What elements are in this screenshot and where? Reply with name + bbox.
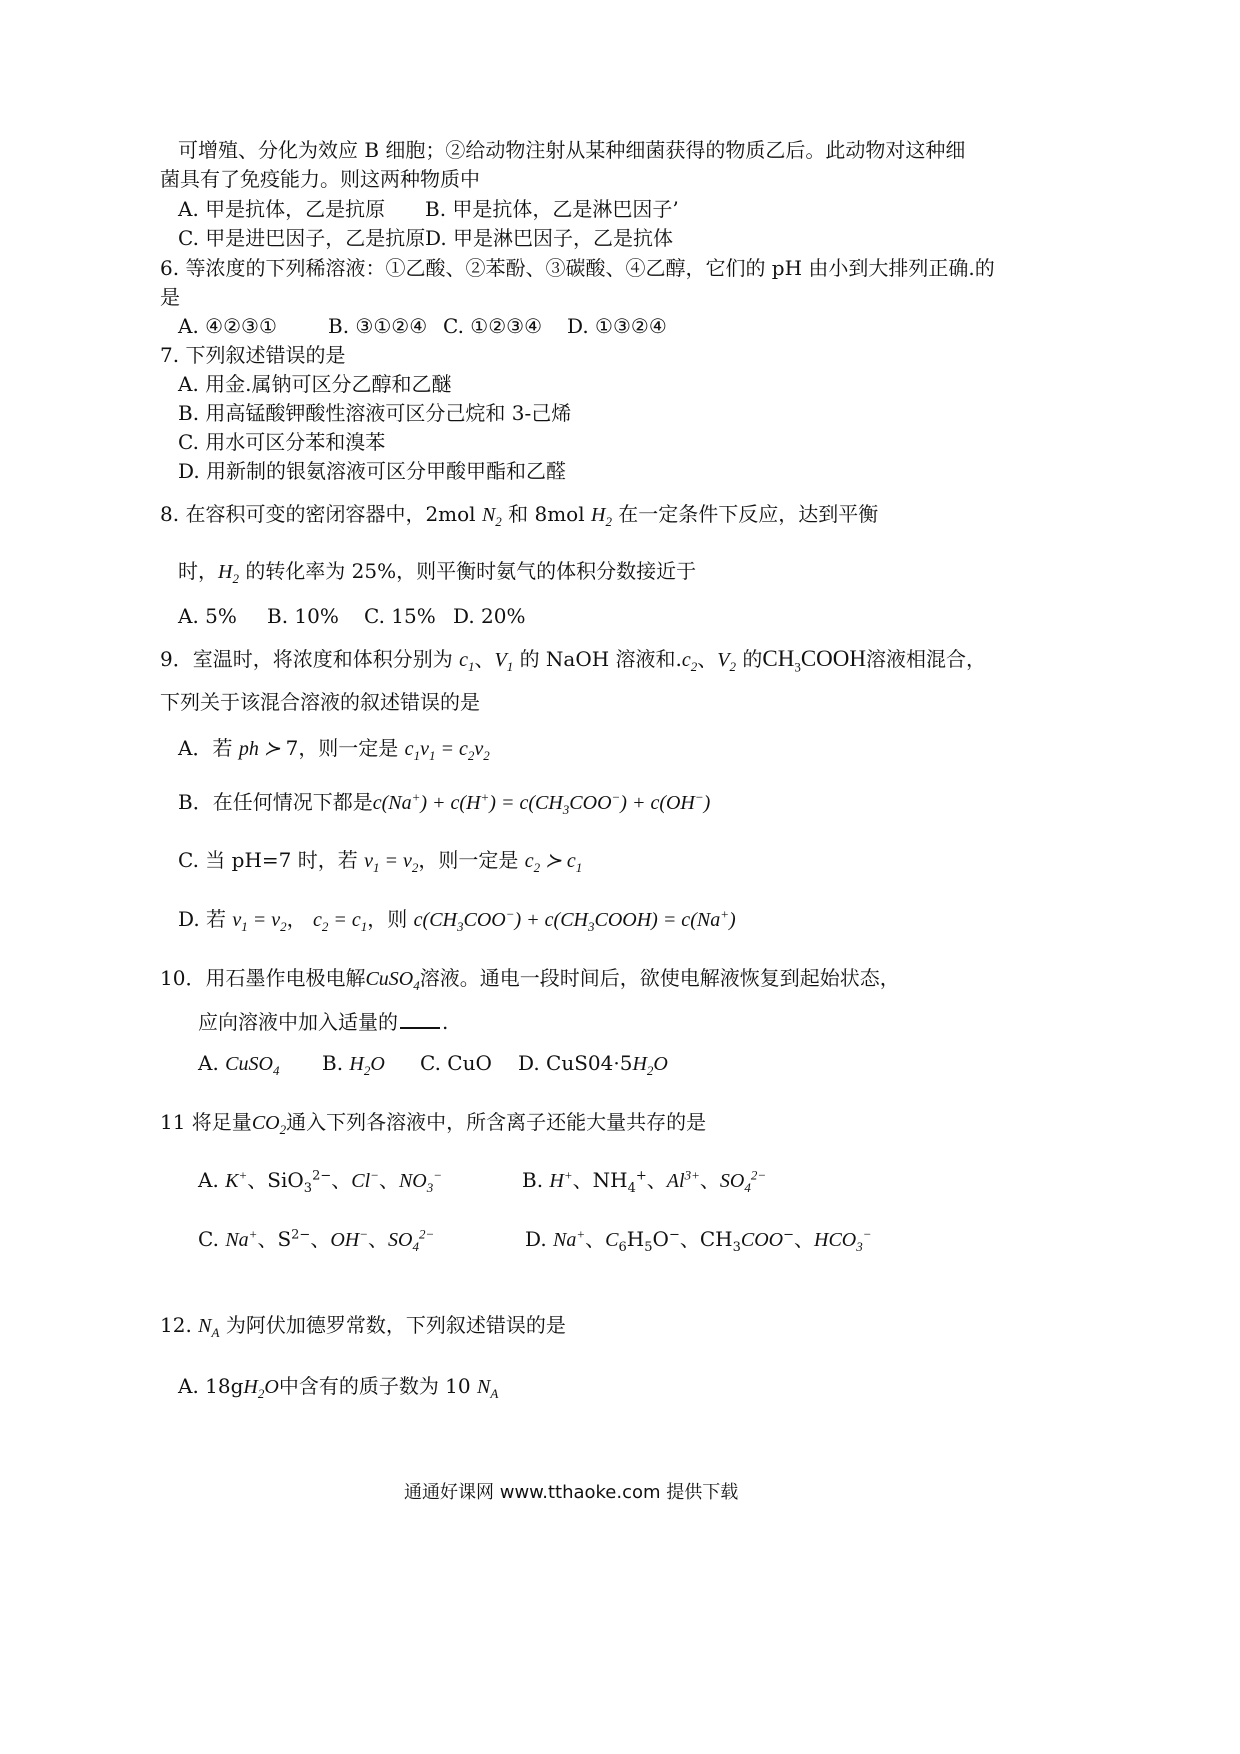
q7-option-c: C. 用水可区分苯和溴苯: [178, 430, 386, 454]
q11-option-d: D. Na+、$C_6H_5O^-$、$CH_3COO^-$、$HCO_3^-$: [525, 1226, 872, 1255]
formula-charge-balance: $c(Na^+) + c(H^+) = c(CH_3COO^-) + c(OH^-)$: [372, 789, 711, 817]
ion-phenoxide: $C_6H_5O^-$: [605, 1227, 680, 1255]
q9-option-d: D. 若 $v_1 = v_2$， $c_2 = c_1$，则 $c(CH_3COO^-)$ + $c(CH_3COOH) = c(Na^+)$: [178, 906, 736, 934]
q10-option-a: A. CuSO$_4$: [198, 1051, 280, 1078]
q9-stem-1: 9．室温时，将浓度和体积分别为 $c_1$、$V_1$ 的 NaOH 溶液和$.c_2$、$V_2$ 的$CH_3COOH$溶液相混合，: [160, 646, 986, 675]
answer-blank: [400, 1027, 440, 1029]
q6-option-b: B. ③①②④: [328, 314, 428, 338]
ion-al: $Al^{3+}$: [666, 1167, 700, 1192]
formula-cuso4: CuSO$_4$: [365, 968, 420, 993]
formula-v2: $V_2$: [717, 649, 737, 674]
formula-c2-gt-c1: $c_2$ ≻ $c_1$: [524, 850, 583, 875]
q9-option-c: C. 当 pH=7 时，若 $v_1 = v_2$，则一定是 $c_2$ ≻ $c_1$: [178, 848, 583, 875]
ion-sio3: SiO$_3^{2-}$: [267, 1168, 332, 1196]
formula-c1v1-eq-c2v2: $c_1v_1 = c_2v_2$: [404, 738, 490, 763]
q11-option-c: C. Na+、$S^{2-}$、OH−、$SO_4^{2-}$: [198, 1226, 435, 1254]
ion-s: $S^{2-}$: [277, 1227, 311, 1251]
q11-option-a: A. K+、SiO$_3^{2-}$、Cl−、$NO_3^-$: [198, 1167, 443, 1196]
formula-h2: $H_2$: [590, 504, 612, 529]
formula-h2o: $H_2O$: [243, 1376, 279, 1401]
q8-option-b: B. 10%: [267, 604, 339, 628]
ion-nh4: $NH_4^+$: [592, 1168, 647, 1196]
page-footer: 通通好课网 www.tthaoke.com 提供下载: [404, 1482, 739, 1503]
q6-option-d: D. ①③②④: [567, 314, 667, 338]
q9-stem-2: 下列关于该混合溶液的叙述错误的是: [160, 690, 480, 714]
q12-option-a: A. $18gH_2O$中含有的质子数为 10 $N_A$: [178, 1374, 499, 1401]
formula-co2: $CO_2$: [251, 1112, 287, 1137]
formula-ph-gt-7: ph ≻: [238, 738, 286, 760]
q8-stem-2: 时，$H_2$ 的转化率为 25%，则平衡时氨气的体积分数接近于: [178, 559, 697, 586]
q10-stem-1: 10．用石墨作电极电解CuSO$_4$溶液。通电一段时间后，欲使电解液恢复到起始状态，: [160, 966, 900, 993]
q8-option-a: A. 5%: [178, 604, 237, 628]
formula-ch3cooh: $CH_3COOH$: [762, 646, 866, 675]
ion-cl: Cl−: [351, 1167, 379, 1192]
ion-hco3: $HCO_3^-$: [814, 1226, 872, 1254]
q10-stem-2: 应向溶液中加入适量的 .: [198, 1010, 449, 1034]
q5-line-1: 可增殖、分化为效应 B 细胞；②给动物注射从某种细菌获得的物质乙后。此动物对这种细: [178, 138, 966, 162]
q5-option-d: D. 甲是淋巴因子，乙是抗体: [425, 226, 674, 250]
q6-stem-2: 是: [160, 285, 180, 309]
q6-option-c: C. ①②③④: [443, 314, 543, 338]
q8-stem-1: 8. 在容积可变的密闭容器中，2mol $N_2$ 和 8mol $H_2$ 在一定条件下反应，达到平衡: [160, 502, 879, 529]
formula-c2: $c_2$: [681, 649, 698, 674]
formula-h2o: $H_2O$: [349, 1053, 385, 1078]
q6-stem-1: 6. 等浓度的下列稀溶液：①乙酸、②苯酚、③碳酸、④乙醇，它们的 pH 由小到大排列正确.的: [160, 256, 995, 280]
q8-option-c: C. 15%: [364, 604, 436, 628]
q7-option-d: D. 用新制的银氨溶液可区分甲酸甲酯和乙醛: [178, 459, 567, 483]
q5-option-c: C. 甲是进巴因子，乙是抗原: [178, 226, 426, 250]
formula-v1-eq-v2: $v_1 = v_2$: [232, 909, 287, 934]
formula-cuso4: CuSO$_4$: [225, 1053, 280, 1078]
formula-seven: 7: [285, 736, 299, 760]
q7-option-b: B. 用高锰酸钾酸性溶液可区分己烷和 3-己烯: [178, 401, 572, 425]
ion-na: Na+: [553, 1226, 586, 1251]
q8-option-d: D. 20%: [453, 604, 526, 628]
q9-option-a: A．若 ph ≻ 7，则一定是 $c_1v_1 = c_2v_2$: [178, 736, 490, 763]
formula-na: $N_A$: [198, 1315, 220, 1340]
formula-v1-eq-v2: $v_1 = v_2$: [364, 850, 419, 875]
formula-n2: $N_2$: [481, 504, 502, 529]
formula-v1: $V_1$: [494, 649, 514, 674]
q6-option-a: A. ④②③①: [178, 314, 277, 338]
ion-so4: $SO_4^{2-}$: [719, 1167, 767, 1195]
ion-no3: $NO_3^-$: [398, 1167, 443, 1195]
q9-option-b: B．在任何情况下都是$c(Na^+) + c(H^+) = c(CH_3COO^-) + c(OH^-)$: [178, 789, 711, 817]
q12-stem: 12. $N_A$ 为阿伏加德罗常数，下列叙述错误的是: [160, 1313, 566, 1340]
q11-stem: 11 将足量$CO_2$通入下列各溶液中，所含离子还能大量共存的是: [160, 1110, 707, 1137]
ion-acetate: $CH_3COO^-$: [699, 1227, 795, 1255]
formula-c1: $c_1$: [459, 649, 475, 674]
ion-oh: OH−: [330, 1226, 368, 1251]
q10-option-d: D. $CuS04\cdot 5H_2O$: [518, 1051, 668, 1078]
ion-so4: $SO_4^{2-}$: [387, 1226, 435, 1254]
formula-h2o: $H_2O$: [632, 1053, 668, 1078]
q5-line-2: 菌具有了免疫能力。则这两种物质中: [160, 167, 480, 191]
formula-c2-eq-c1: $c_2 = c_1$: [313, 909, 368, 934]
q5-option-a: A. 甲是抗体，乙是抗原: [178, 197, 386, 221]
q10-option-b: B. $H_2O$: [322, 1051, 385, 1078]
q5-option-b: B. 甲是抗体，乙是淋巴因子’: [425, 197, 679, 221]
q11-option-b: B. H+、$NH_4^+$、$Al^{3+}$、$SO_4^{2-}$: [522, 1167, 767, 1196]
q10-option-c: C. CuO: [420, 1051, 492, 1075]
formula-material-balance: $c(CH_3COO^-)$ + $c(CH_3COOH) = c(Na^+)$: [413, 906, 736, 934]
q7-stem: 7. 下列叙述错误的是: [160, 343, 346, 367]
ion-k: K+: [225, 1167, 248, 1192]
formula-na: $N_A$: [477, 1376, 499, 1401]
q7-option-a: A. 用金.属钠可区分乙醇和乙醚: [178, 372, 452, 396]
formula-h2: $H_2$: [218, 561, 239, 586]
ion-na: Na+: [225, 1226, 258, 1251]
ion-h: H+: [549, 1167, 573, 1192]
